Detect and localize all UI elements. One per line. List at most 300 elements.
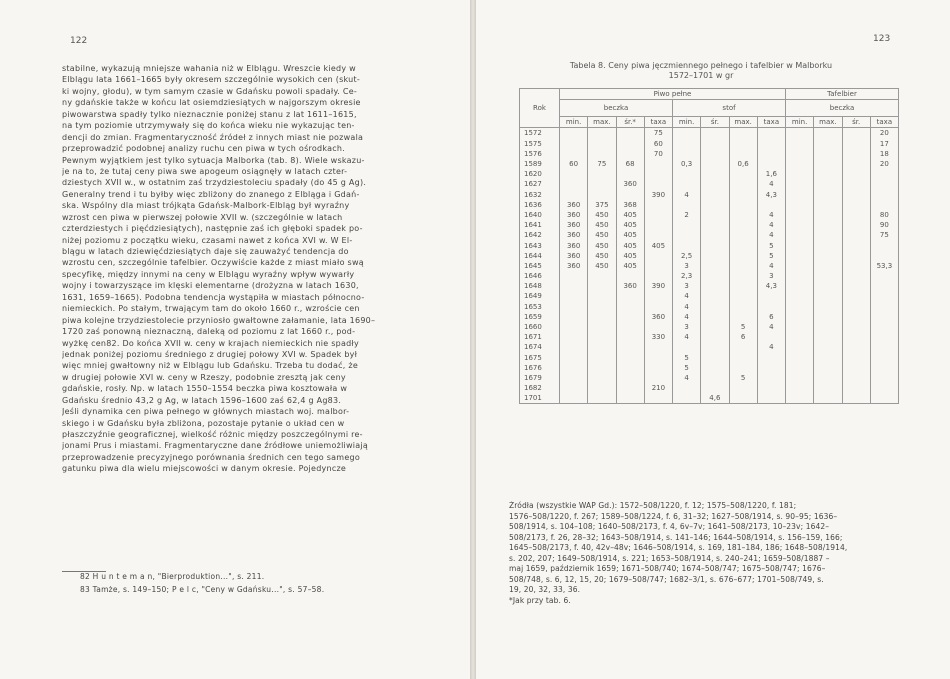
year-cell: 1653 [520,302,560,312]
value-cell [673,128,701,139]
value-cell [729,271,757,281]
value-cell: 20 [870,159,898,169]
value-cell [560,139,588,149]
value-cell: 75 [588,159,616,169]
value-cell [786,159,814,169]
value-cell [814,383,842,393]
table-row [520,159,899,169]
value-cell: 2,3 [673,271,701,281]
text-line: niemieckich. Po stałym, trwającym tam do około 1660 r., wzroście cen [62,304,360,314]
value-cell [701,159,729,169]
value-cell [842,169,870,179]
value-cell [729,230,757,240]
value-cell [842,128,870,139]
value-cell [588,291,616,301]
value-cell: 4 [757,342,785,352]
value-cell [786,200,814,210]
value-cell [729,190,757,200]
value-cell [644,159,672,169]
value-cell [842,363,870,373]
value-cell [842,271,870,281]
value-cell: 4,3 [757,281,785,291]
value-cell [870,200,898,210]
text-line: 19, 20, 32, 33, 36. [509,585,581,594]
value-cell: 0,6 [729,159,757,169]
value-cell [588,128,616,139]
value-cell [814,353,842,363]
value-cell: 6 [729,332,757,342]
value-cell: 450 [588,210,616,220]
subheader-cell: śr. [842,117,870,128]
value-cell [560,169,588,179]
value-cell [814,302,842,312]
value-cell: 360 [560,240,588,250]
value-cell [786,302,814,312]
value-cell: 4 [673,332,701,342]
value-cell [701,220,729,230]
value-cell: 53,3 [870,261,898,271]
value-cell [842,373,870,383]
text-line: 1631, 1659–1665). Podobna tendencja wystąpiła w miastach północno- [62,292,365,302]
value-cell: 1,6 [757,169,785,179]
value-cell [842,251,870,261]
value-cell: 75 [644,128,672,139]
subheader-cell: max. [814,117,842,128]
value-cell [616,190,644,200]
value-cell [842,139,870,149]
value-cell [673,220,701,230]
value-cell [814,281,842,291]
page-number: 123 [873,34,891,44]
value-cell: 2 [673,210,701,220]
value-cell [588,353,616,363]
value-cell: 390 [644,190,672,200]
subheader-cell: śr. [701,117,729,128]
value-cell: 5 [757,240,785,250]
value-cell [616,332,644,342]
value-cell [786,353,814,363]
value-cell [814,251,842,261]
table-row [520,240,899,250]
value-cell [560,271,588,281]
value-cell [786,190,814,200]
value-cell [786,251,814,261]
year-cell: 1644 [520,251,560,261]
text-line: 508/2173, f. 26, 28–32; 1643–508/1914, s. 141–146; 1644–508/1914, s. 156–159, 166; [509,532,843,542]
value-cell: 68 [616,159,644,169]
value-cell [616,271,644,281]
value-cell [786,169,814,179]
footnotes [80,570,400,596]
value-cell: 360 [560,220,588,230]
value-cell [729,312,757,322]
value-cell [673,200,701,210]
table-row [520,342,899,352]
value-cell [560,363,588,373]
year-cell: 1646 [520,271,560,281]
value-cell [588,281,616,291]
text-line: 1645–508/2173, f. 40, 42v–48v; 1646–508/1914, s. 169, 181–184, 186; 1648–508/1914, [509,543,848,552]
value-cell [729,200,757,210]
text-line: wojny i towarzyszące im klęski elementarne (drożyzna w latach 1630, [62,281,359,291]
text-line: jednak poniżej poziomu średniego z drugiej połowy XVI w. Spadek był [62,349,358,359]
value-cell [588,271,616,281]
value-cell [729,281,757,291]
value-cell [588,342,616,352]
value-cell [842,179,870,189]
value-cell [701,139,729,149]
value-cell: 20 [870,128,898,139]
year-cell: 1671 [520,332,560,342]
text-line: więc mniej gwałtowny niż w Elblągu lub Gdańsku. Trzeba tu dodać, że [62,361,358,371]
text-line: płaszczyźnie geograficznej, wielkość różnic między poszczególnymi re- [62,430,363,439]
value-cell [757,302,785,312]
value-cell [644,220,672,230]
value-cell [729,210,757,220]
value-cell: 405 [616,230,644,240]
text-line: ki wojny, głodu), w tym samym czasie w Gdańsku powoli spadały. Ce- [62,86,358,96]
value-cell [757,159,785,169]
value-cell: 4 [673,190,701,200]
value-cell [616,302,644,312]
table-row [520,322,899,332]
value-cell [814,149,842,159]
value-cell [729,169,757,179]
value-cell [588,149,616,159]
value-cell [757,332,785,342]
subheader-cell: taxa [644,117,672,128]
text-line: czterdziestych i pięćdziesiątych), następnie zaś ich głęboki spadek po- [62,224,363,234]
value-cell: 3 [673,322,701,332]
value-cell [673,179,701,189]
value-cell [644,210,672,220]
value-cell [644,353,672,363]
value-cell [701,149,729,159]
text-line: ny gdańskie także w końcu lat osiemdziesiątych w najgorszym okresie [62,98,361,108]
value-cell [842,342,870,352]
value-cell [644,322,672,332]
value-cell [786,149,814,159]
value-cell [560,373,588,383]
value-cell [842,393,870,404]
value-cell [560,342,588,352]
value-cell [588,322,616,332]
value-cell [870,353,898,363]
value-cell: 4,6 [701,393,729,404]
year-cell: 1627 [520,179,560,189]
value-cell: 5 [673,353,701,363]
table-caption [541,61,861,81]
value-cell: 4 [673,373,701,383]
value-cell [814,200,842,210]
value-cell [644,302,672,312]
value-cell [814,393,842,404]
value-cell [842,281,870,291]
year-cell: 1576 [520,149,560,159]
subheader-cell: taxa [757,117,785,128]
value-cell: 360 [560,210,588,220]
value-cell [701,261,729,271]
value-cell: 3 [673,261,701,271]
value-cell: 450 [588,220,616,230]
value-cell [588,169,616,179]
text-line: gatunku piwa dla wielu miejscowości w danym okresie. Pojedyncze [62,464,347,474]
value-cell [842,149,870,159]
table-row [520,291,899,301]
value-cell [786,281,814,291]
value-cell: 368 [616,200,644,210]
value-cell [729,128,757,139]
value-cell [560,281,588,291]
value-cell: 4 [757,230,785,240]
value-cell [757,373,785,383]
value-cell [814,220,842,230]
value-cell [588,363,616,373]
value-cell [588,393,616,404]
year-cell: 1572 [520,128,560,139]
value-cell [616,342,644,352]
value-cell [673,169,701,179]
value-cell [757,139,785,149]
value-cell [560,353,588,363]
table-row [520,190,899,200]
value-cell: 450 [588,230,616,240]
year-cell: 1632 [520,190,560,200]
value-cell [786,220,814,230]
value-cell [673,393,701,404]
value-cell [588,139,616,149]
value-cell [644,230,672,240]
value-cell [814,261,842,271]
text-line: przeprowadzić podobnej analizy ruchu cen piwa w tych ośrodkach. [62,144,345,154]
value-cell [842,220,870,230]
value-cell: 405 [616,210,644,220]
value-cell [870,240,898,250]
table-row [520,200,899,210]
value-cell: 90 [870,220,898,230]
value-cell [786,363,814,373]
value-cell [842,240,870,250]
value-cell: 80 [870,210,898,220]
value-cell [729,139,757,149]
value-cell [616,353,644,363]
value-cell: 4 [673,312,701,322]
table-caption-line: 1572–1701 w gr [668,71,734,80]
header-piwo-pelne: Piwo pełne [560,89,786,100]
value-cell [729,261,757,271]
year-cell: 1645 [520,261,560,271]
year-cell: 1620 [520,169,560,179]
value-cell [814,291,842,301]
value-cell [842,383,870,393]
value-cell [842,322,870,332]
value-cell [673,342,701,352]
table-row [520,261,899,271]
value-cell [701,169,729,179]
value-cell [560,149,588,159]
value-cell [560,291,588,301]
value-cell [588,190,616,200]
value-cell [644,291,672,301]
value-cell [870,271,898,281]
page-number: 122 [70,36,88,46]
value-cell [673,240,701,250]
value-cell: 405 [644,240,672,250]
value-cell [729,251,757,261]
value-cell [842,353,870,363]
table-row [520,393,899,404]
text-line: wzrostu cen, szczególnie tafelbier. Oczywiście każde z miast miało swą [62,258,364,268]
value-cell [644,271,672,281]
value-cell [701,322,729,332]
value-cell: 390 [644,281,672,291]
text-line: przeprowadzenie precyzyjnego porównania średnich cen tego samego [62,452,360,462]
value-cell [842,159,870,169]
value-cell [701,251,729,261]
text-line: 82 H u n t e m a n, "Bierproduktion...", s. 211. [80,572,265,581]
right-page [476,0,950,679]
table-row [520,179,899,189]
value-cell: 4 [757,210,785,220]
year-cell: 1643 [520,240,560,250]
value-cell [729,393,757,404]
value-cell [729,179,757,189]
value-cell [757,353,785,363]
value-cell [757,200,785,210]
text-line: dencji do zmian. Fragmentaryczność źródeł z innych miast nie pozwala [62,132,364,142]
value-cell [870,281,898,291]
value-cell: 405 [616,220,644,230]
value-cell [673,139,701,149]
header-beczka: beczka [560,100,673,117]
value-cell [560,190,588,200]
value-cell [786,139,814,149]
text-line: specyfikę, między innymi na ceny w Elblągu wyraźny wpływ wywarły [62,269,355,279]
text-line: skiego i w Gdańsku była zbliżona, pozostaje pytanie o układ cen w [62,418,345,428]
price-table [519,88,899,404]
value-cell: 360 [616,179,644,189]
value-cell [757,291,785,301]
text-line: 508/748, s. 6, 12, 15, 20; 1679–508/747; 1682–3/1, s. 676–677; 1701–508/749, s. [509,574,824,584]
value-cell [786,179,814,189]
value-cell [814,139,842,149]
table-row [520,312,899,322]
text-line: 83 Tamże, s. 149–150; P e l c, "Ceny w Gdańsku...", s. 57–58. [80,585,325,594]
value-cell [644,393,672,404]
text-line: stabilne, wykazują mniejsze wahania niż w Elblągu. Wreszcie kiedy w [62,64,356,73]
value-cell [560,383,588,393]
header-rok: Rok [520,89,560,128]
value-cell [814,169,842,179]
value-cell: 210 [644,383,672,393]
value-cell [814,332,842,342]
value-cell: 360 [644,312,672,322]
value-cell: 5 [757,251,785,261]
value-cell [729,342,757,352]
year-cell: 1675 [520,353,560,363]
value-cell [616,373,644,383]
value-cell: 4 [673,291,701,301]
text-line: na tym poziomie utrzymywały się do końca wieku nie wykazując ten- [62,121,355,131]
value-cell [870,179,898,189]
year-cell: 1640 [520,210,560,220]
text-line: wyżkę cen82. Do końca XVII w. ceny w krajach niemieckich nie spadły [62,338,359,348]
value-cell [560,302,588,312]
value-cell [757,128,785,139]
value-cell: 330 [644,332,672,342]
value-cell: 4 [757,179,785,189]
text-line: niżej poziomu z początku wieku, czasami nawet z końca XVI w. W El- [62,235,353,245]
value-cell [786,240,814,250]
value-cell: 375 [588,200,616,210]
value-cell [560,332,588,342]
value-cell [870,312,898,322]
value-cell [616,383,644,393]
value-cell [701,302,729,312]
table-row [520,353,899,363]
text-line: s. 202, 207; 1649–508/1914, s. 221; 1653–508/1914, s. 240–241; 1659–508/1887 – [509,553,830,563]
value-cell [588,312,616,322]
text-line: Pewnym wyjątkiem jest tylko sytuacja Malborka (tab. 8). Wiele wskazu- [62,155,365,165]
value-cell [644,373,672,383]
text-line: gdańskie, rosły. Np. w latach 1550–1554 beczka piwa kosztowała w [62,384,348,394]
value-cell [729,220,757,230]
value-cell: 4 [673,302,701,312]
year-cell: 1674 [520,342,560,352]
value-cell: 60 [560,159,588,169]
value-cell: 405 [616,261,644,271]
year-cell: 1659 [520,312,560,322]
value-cell [870,332,898,342]
value-cell [729,240,757,250]
value-cell [870,169,898,179]
value-cell [757,149,785,159]
value-cell: 360 [616,281,644,291]
value-cell [870,251,898,261]
value-cell [786,373,814,383]
value-cell [588,179,616,189]
value-cell [588,302,616,312]
value-cell: 4 [757,322,785,332]
text-line: ska. Wspólny dla miast trójkąta Gdańsk-Malbork-Elbląg był wyraźny [62,201,350,211]
value-cell [729,302,757,312]
value-cell: 4,3 [757,190,785,200]
value-cell: 6 [757,312,785,322]
value-cell [757,383,785,393]
value-cell [588,332,616,342]
value-cell [673,383,701,393]
value-cell [814,230,842,240]
value-cell [814,210,842,220]
table-row [520,373,899,383]
value-cell [701,200,729,210]
year-cell: 1636 [520,200,560,210]
table-caption-line: Tabela 8. Ceny piwa jęczmiennego pełnego i tafelbier w Malborku [569,61,833,70]
value-cell: 18 [870,149,898,159]
year-cell: 1701 [520,393,560,404]
value-cell [616,169,644,179]
value-cell [701,281,729,291]
value-cell [842,210,870,220]
value-cell [870,322,898,332]
value-cell [701,373,729,383]
value-cell [786,383,814,393]
year-cell: 1589 [520,159,560,169]
table-row [520,220,899,230]
year-cell: 1642 [520,230,560,240]
text-line: je na to, że tutaj ceny piwa swe apogeum osiągnęły w latach czter- [62,166,348,176]
header-tafelbier: Tafelbier [786,89,899,100]
